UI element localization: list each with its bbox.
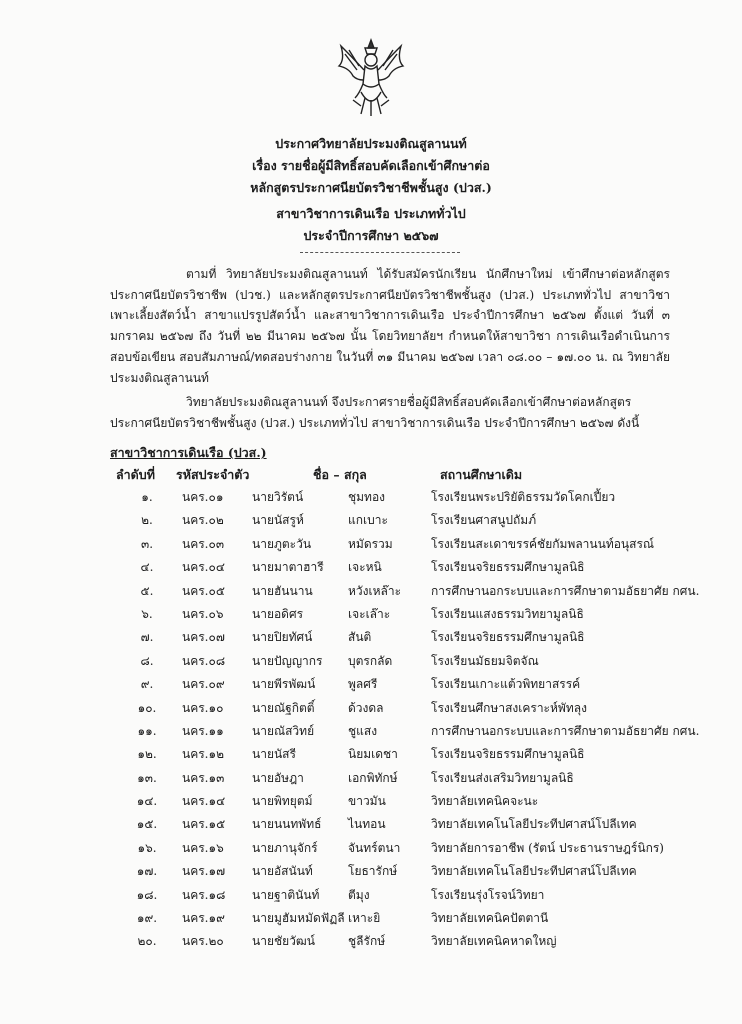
previous-school: วิทยาลัยเทคโนโลยีประทีปศาสน์โปลีเทค bbox=[431, 817, 637, 832]
student-id: นคร.๑๖ bbox=[182, 840, 224, 855]
student-id: นคร.๑๑ bbox=[182, 723, 224, 738]
previous-school: โรงเรียนศาสนูปถัมภ์ bbox=[431, 513, 537, 528]
student-id: นคร.๐๔ bbox=[182, 560, 225, 575]
previous-school: โรงเรียนเกาะแต้วพิทยาสรรค์ bbox=[431, 677, 581, 692]
previous-school: วิทยาลัยการอาชีพ (รัตน์ ประธานราษฎร์นิกร) bbox=[431, 840, 664, 855]
previous-school: โรงเรียนจริยธรรมศึกษามูลนิธิ bbox=[431, 560, 585, 575]
table-row bbox=[0, 699, 742, 722]
row-number: ๒๐. bbox=[137, 934, 157, 949]
row-number: ๑๑. bbox=[137, 723, 157, 738]
row-number: ๙. bbox=[140, 677, 154, 692]
student-last-name: หวังเหล๊าะ bbox=[348, 583, 402, 598]
table-row bbox=[0, 839, 742, 862]
header-year: ประจำปีการศึกษา ๒๕๖๗ bbox=[303, 228, 439, 243]
table-row bbox=[0, 605, 742, 628]
header-subject: เรื่อง รายชื่อผู้มีสิทธิ์สอบคัดเลือกเข้าศึกษาต่อ bbox=[252, 158, 490, 173]
row-number: ๑. bbox=[141, 490, 153, 504]
previous-school: โรงเรียนรุ่งโรจน์วิทยา bbox=[431, 887, 545, 902]
student-id: นคร.๐๓ bbox=[182, 536, 225, 551]
previous-school: การศึกษานอกระบบและการศึกษาตามอัธยาศัย กศน. bbox=[431, 583, 700, 598]
garuda-emblem-icon bbox=[331, 36, 411, 122]
table-row bbox=[0, 628, 742, 651]
header-name: ชื่อ – สกุล bbox=[313, 467, 367, 482]
student-last-name: ตีมุง bbox=[348, 887, 370, 902]
student-id: นคร.๐๖ bbox=[182, 606, 224, 621]
row-number: ๑๓. bbox=[137, 770, 157, 785]
student-last-name: เหาะยิ bbox=[348, 911, 381, 926]
paragraph-list-intro: วิทยาลัยประมงติณสูลานนท์ จึงประกาศรายชื่อผู้มีสิทธิ์สอบคัดเลือกเข้าศึกษาต่อหลักสูตร ประกาศนียบัตรวิชาชีพชั้นสูง (ปวส.) ประเภททั่วไป สาขาวิชาการเดินเรือ ประจำปีการศึกษา ๒๕๖๗ ดังนี้ bbox=[110, 395, 640, 430]
student-last-name: ขาวมัน bbox=[348, 794, 386, 809]
paragraph-announcement: ตามที่ วิทยาลัยประมงติณสูลานนท์ ได้รับสมัครนักเรียน นักศึกษาใหม่ เข้าศึกษาต่อหลักสูตร ประกาศนียบัตรวิชาชีพ (ปวช.) และหลักสูตรประกาศนียบัตรวิชาชีพชั้นสูง (ปวส.) ประเภททั่วไป สาขาวิชาเพาะเลี้ยงสัตว์น้ำ สาขาแปรรูปสัตว์น้ำ และสาขาวิชาการเดินเรือ ประจำปีการศึกษา ๒๕๖๗ ตั้งแต่ วันที่ ๓ มกราคม ๒๕๖๗ ถึง วันที่ ๒๒ มีนาคม ๒๕๖๗ นั้น โดยวิทยาลัยฯ กำหนดให้สาขาวิชา การเดินเรือดำเนินการ สอบข้อเขียน สอบสัมภาษณ์/ทดสอบร่างกาย ในวันที่ ๓๑ มีนาคม ๒๕๖๗ เวลา ๐๘.๐๐ – ๑๗.๐๐ น. ณ วิทยาลัยประมงติณสูลานนท์ bbox=[110, 267, 670, 385]
table-row bbox=[0, 675, 742, 698]
table-row bbox=[0, 909, 742, 932]
row-number: ๕. bbox=[140, 583, 154, 598]
table-row bbox=[0, 722, 742, 745]
previous-school: โรงเรียนมัธยมจิตจัณ bbox=[431, 653, 539, 668]
table-row bbox=[0, 932, 742, 955]
header-divider bbox=[300, 252, 460, 253]
student-first-name: นายมูฮัมหมัดฟัฏลี bbox=[252, 911, 345, 926]
student-first-name: นายฮันนาน bbox=[252, 583, 313, 598]
row-number: ๗. bbox=[140, 630, 154, 645]
student-first-name: นายมาตาฮารี bbox=[252, 560, 324, 575]
student-id: นคร.๐๑ bbox=[182, 490, 224, 504]
student-first-name: นายพิทยุตม์ bbox=[252, 794, 313, 809]
table-row bbox=[0, 535, 742, 558]
student-first-name: นายนนทพัทธ์ bbox=[252, 817, 322, 832]
student-id: นคร.๑๐ bbox=[182, 700, 224, 715]
row-number: ๑๐. bbox=[137, 700, 157, 715]
row-number: ๑๔. bbox=[136, 794, 158, 809]
student-first-name: นายอดิศร bbox=[252, 606, 304, 621]
student-first-name: นายพีรพัฒน์ bbox=[252, 677, 316, 692]
table-row bbox=[0, 769, 742, 792]
student-first-name: นายณัฐกิตติ์ bbox=[252, 700, 315, 715]
row-number: ๖. bbox=[141, 606, 153, 621]
header-id: รหัสประจำตัว bbox=[176, 467, 250, 482]
table-row bbox=[0, 511, 742, 534]
student-first-name: นายภูตะวัน bbox=[252, 536, 312, 551]
student-first-name: นายปัญญากร bbox=[252, 653, 323, 668]
student-last-name: พูลศรี bbox=[348, 677, 378, 692]
header-major: สาขาวิชาการเดินเรือ ประเภททั่วไป bbox=[276, 206, 466, 221]
student-id: นคร.๑๒ bbox=[182, 747, 225, 762]
previous-school: วิทยาลัยเทคนิคหาดใหญ่ bbox=[431, 934, 557, 949]
student-id: นคร.๐๒ bbox=[182, 513, 224, 528]
previous-school: โรงเรียนจริยธรรมศึกษามูลนิธิ bbox=[431, 747, 585, 762]
row-number: ๓. bbox=[140, 536, 154, 551]
student-id: นคร.๐๘ bbox=[182, 653, 226, 668]
student-first-name: นายอัสนันท์ bbox=[252, 864, 313, 879]
student-id: นคร.๐๙ bbox=[182, 677, 225, 692]
student-last-name: บุตรกลัด bbox=[348, 653, 393, 668]
table-row bbox=[0, 745, 742, 768]
section-title: สาขาวิชาการเดินเรือ (ปวส.) bbox=[110, 445, 267, 460]
student-last-name: หมัดรวม bbox=[348, 536, 393, 551]
student-last-name: แกเบาะ bbox=[348, 513, 388, 528]
student-id: นคร.๑๙ bbox=[182, 911, 225, 926]
student-last-name: ชุมทอง bbox=[348, 490, 386, 504]
table-row bbox=[0, 886, 742, 909]
student-first-name: นายอัษฎา bbox=[252, 770, 304, 785]
table-row bbox=[0, 582, 742, 605]
table-row bbox=[0, 558, 742, 581]
previous-school: โรงเรียนจริยธรรมศึกษามูลนิธิ bbox=[431, 630, 585, 645]
previous-school: วิทยาลัยเทคโนโลยีประทีปศาสน์โปลีเทค bbox=[431, 864, 637, 879]
table-row bbox=[0, 792, 742, 815]
student-id: นคร.๐๕ bbox=[182, 583, 225, 598]
table-row bbox=[0, 488, 742, 511]
student-last-name: ชูแสง bbox=[348, 723, 378, 738]
row-number: ๑๕. bbox=[136, 817, 158, 832]
student-id: นคร.๑๘ bbox=[182, 887, 226, 902]
student-last-name: โยธารักษ์ bbox=[348, 864, 398, 879]
student-list bbox=[0, 488, 742, 956]
student-first-name: นายภานุจักร์ bbox=[252, 840, 318, 855]
previous-school: วิทยาลัยเทคนิคปัตตานี bbox=[431, 911, 549, 926]
header-school: สถานศึกษาเดิม bbox=[440, 467, 523, 482]
row-number: ๑๗. bbox=[136, 864, 158, 879]
student-id: นคร.๑๔ bbox=[182, 794, 226, 809]
header-no: ลำดับที่ bbox=[116, 467, 155, 482]
student-last-name: เจะเล๊าะ bbox=[348, 606, 391, 621]
student-last-name: จันทร์ตนา bbox=[348, 840, 401, 855]
student-last-name: เจะหนิ bbox=[348, 560, 382, 575]
student-first-name: นายวิรัตน์ bbox=[252, 490, 304, 504]
row-number: ๑๙. bbox=[136, 911, 158, 926]
previous-school: โรงเรียนศึกษาสงเคราะห์พัทลุง bbox=[431, 700, 587, 715]
previous-school: วิทยาลัยเทคนิคจะนะ bbox=[431, 794, 539, 809]
table-row bbox=[0, 815, 742, 838]
previous-school: โรงเรียนสะเดาขรรค์ชัยกัมพลานนท์อนุสรณ์ bbox=[431, 536, 655, 551]
row-number: ๑๘. bbox=[136, 887, 158, 902]
student-id: นคร.๐๗ bbox=[182, 630, 225, 645]
previous-school: โรงเรียนแสงธรรมวิทยามูลนิธิ bbox=[431, 606, 584, 621]
previous-school: โรงเรียนส่งเสริมวิทยามูลนิธิ bbox=[431, 770, 574, 785]
student-last-name: เอกพิทักษ์ bbox=[348, 770, 398, 785]
student-last-name: ด้วงดล bbox=[348, 700, 384, 715]
table-row bbox=[0, 862, 742, 885]
student-last-name: สันติ bbox=[348, 630, 372, 645]
student-id: นคร.๑๕ bbox=[182, 817, 226, 832]
student-id: นคร.๑๗ bbox=[182, 864, 226, 879]
row-number: ๘. bbox=[140, 653, 154, 668]
header-program: หลักสูตรประกาศนียบัตรวิชาชีพชั้นสูง (ปวส.) bbox=[250, 180, 492, 195]
student-last-name: ไนทอน bbox=[348, 817, 386, 832]
student-last-name: นิยมเดชา bbox=[348, 747, 398, 762]
table-row bbox=[0, 652, 742, 675]
student-id: นคร.๑๓ bbox=[182, 770, 225, 785]
student-first-name: นายนัสรี bbox=[252, 747, 296, 762]
previous-school: การศึกษานอกระบบและการศึกษาตามอัธยาศัย กศน. bbox=[431, 723, 700, 738]
student-first-name: นายปิยทัศน์ bbox=[252, 630, 313, 645]
student-last-name: ชูลีรักษ์ bbox=[348, 934, 386, 949]
student-first-name: นายชัยวัฒน์ bbox=[252, 934, 315, 949]
previous-school: โรงเรียนพระปริยัติธรรมวัดโคกเปี้ยว bbox=[431, 490, 616, 504]
student-id: นคร.๒๐ bbox=[182, 934, 224, 949]
row-number: ๑๖. bbox=[137, 840, 157, 855]
student-first-name: นายฐาตินันท์ bbox=[252, 887, 320, 902]
header-title: ประกาศวิทยาลัยประมงติณสูลานนท์ bbox=[275, 136, 467, 151]
student-first-name: นายนัสรูห์ bbox=[252, 513, 304, 528]
student-first-name: นายณัสวิทย์ bbox=[252, 723, 315, 738]
row-number: ๒. bbox=[141, 513, 153, 528]
row-number: ๑๒. bbox=[137, 747, 157, 762]
row-number: ๔. bbox=[140, 560, 154, 575]
